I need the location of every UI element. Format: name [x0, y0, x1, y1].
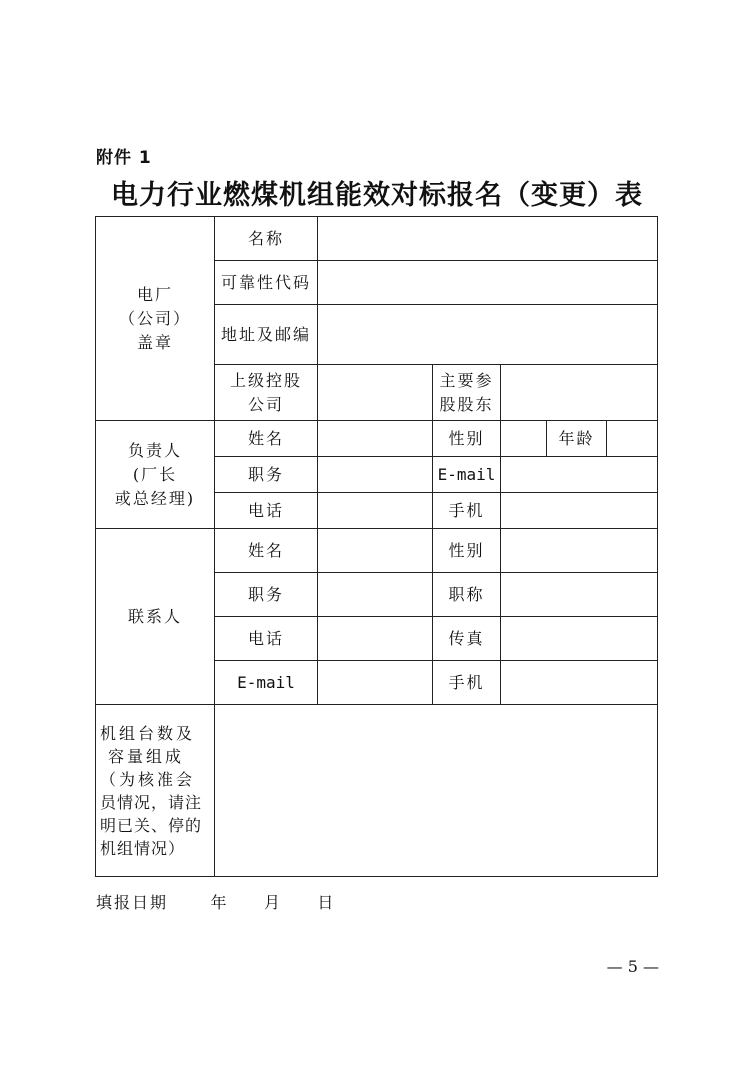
reliability-code-label: 可靠性代码	[215, 261, 318, 305]
page-number: — 5 —	[606, 957, 659, 976]
units-label-line: 机组台数及	[100, 723, 196, 743]
plant-label-line: （公司）	[118, 308, 191, 328]
leader-email-label: E-mail	[433, 457, 501, 493]
plant-label-line: 盖章	[136, 332, 173, 352]
leader-name-label: 姓名	[215, 421, 318, 457]
leader-name-field[interactable]	[318, 421, 433, 457]
leader-phone-field[interactable]	[318, 493, 433, 529]
attachment-label: 附件 1	[96, 148, 152, 168]
parent-company-label-line: 公司	[247, 394, 284, 414]
units-label-line: 明已关、停的	[100, 815, 203, 835]
leader-age-field[interactable]	[607, 421, 658, 457]
major-shareholder-label-line: 股股东	[439, 394, 494, 414]
parent-company-label-line: 上级控股	[229, 370, 302, 390]
contact-name-label: 姓名	[215, 529, 318, 573]
contact-mobile-label: 手机	[433, 661, 501, 705]
contact-position-label: 职务	[215, 573, 318, 617]
fill-date-line: 填报日期 年 月 日	[96, 893, 336, 912]
units-label-line: 员情况，请注	[100, 792, 203, 812]
leader-label-line: 负责人	[127, 440, 182, 460]
contact-title-field[interactable]	[501, 573, 658, 617]
registration-form-table	[95, 216, 658, 877]
leader-section-label	[96, 421, 215, 529]
contact-email-label: E-mail	[215, 661, 318, 705]
address-label: 地址及邮编	[215, 305, 318, 365]
contact-email-field[interactable]	[318, 661, 433, 705]
leader-mobile-label: 手机	[433, 493, 501, 529]
units-detail-field[interactable]	[215, 705, 658, 877]
contact-fax-label: 传真	[433, 617, 501, 661]
units-label-line: 容量组成	[108, 746, 185, 766]
contact-name-field[interactable]	[318, 529, 433, 573]
address-field[interactable]	[318, 305, 658, 365]
contact-title-label: 职称	[433, 573, 501, 617]
plant-name-label: 名称	[215, 217, 318, 261]
leader-label-line: (厂长	[132, 464, 178, 484]
major-shareholder-label	[433, 365, 501, 421]
parent-company-field[interactable]	[318, 365, 433, 421]
plant-name-field[interactable]	[318, 217, 658, 261]
parent-company-label	[215, 365, 318, 421]
leader-email-field[interactable]	[501, 457, 658, 493]
plant-row-name	[96, 217, 658, 261]
leader-position-label: 职务	[215, 457, 318, 493]
leader-row-name	[96, 421, 658, 457]
contact-row-name	[96, 529, 658, 573]
leader-gender-field[interactable]	[501, 421, 547, 457]
leader-mobile-field[interactable]	[501, 493, 658, 529]
contact-gender-label: 性别	[433, 529, 501, 573]
contact-mobile-field[interactable]	[501, 661, 658, 705]
leader-position-field[interactable]	[318, 457, 433, 493]
units-section-label	[96, 705, 215, 877]
contact-position-field[interactable]	[318, 573, 433, 617]
leader-phone-label: 电话	[215, 493, 318, 529]
contact-phone-field[interactable]	[318, 617, 433, 661]
major-shareholder-label-line: 主要参	[439, 370, 494, 390]
leader-label-line: 或总经理)	[114, 488, 196, 508]
contact-fax-field[interactable]	[501, 617, 658, 661]
plant-section-label	[96, 217, 215, 421]
contact-section-label: 联系人	[96, 529, 215, 705]
contact-phone-label: 电话	[215, 617, 318, 661]
units-label-line: 机组情况）	[100, 838, 186, 858]
major-shareholder-field[interactable]	[501, 365, 658, 421]
units-label-line: （为核准会	[100, 769, 196, 789]
form-title: 电力行业燃煤机组能效对标报名（变更）表	[111, 180, 643, 211]
reliability-code-field[interactable]	[318, 261, 658, 305]
contact-gender-field[interactable]	[501, 529, 658, 573]
leader-age-label: 年龄	[547, 421, 607, 457]
plant-label-line: 电厂	[136, 284, 173, 304]
units-row	[96, 705, 658, 877]
leader-gender-label: 性别	[433, 421, 501, 457]
